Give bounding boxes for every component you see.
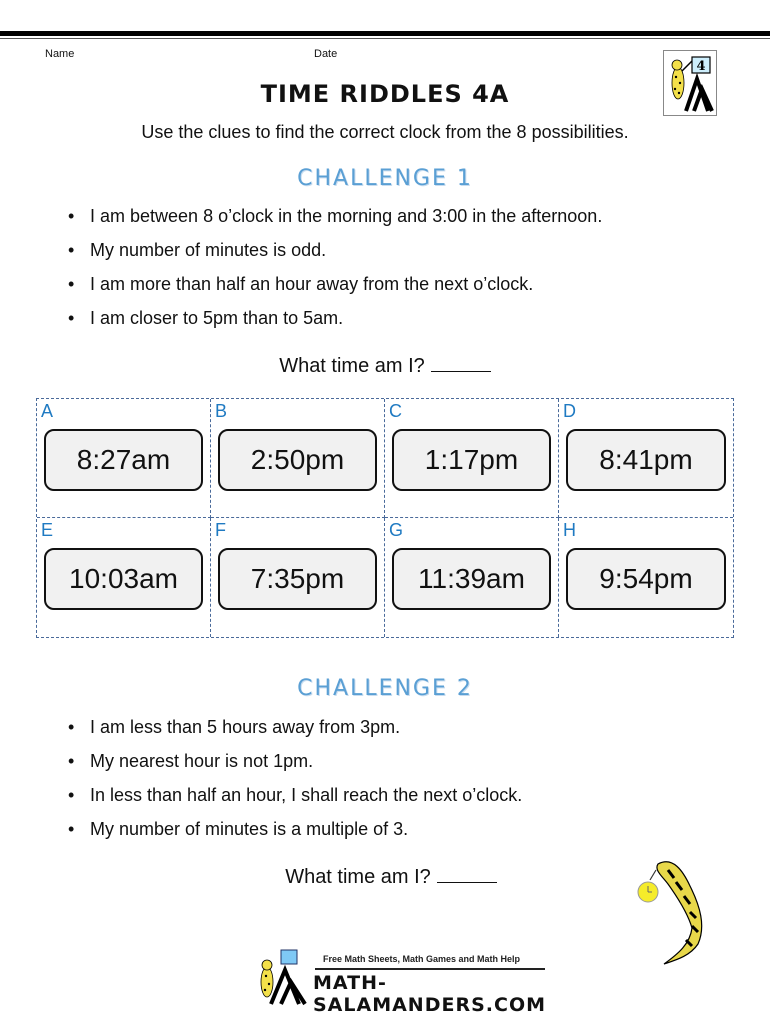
footer-brand	[255, 948, 546, 1016]
math-salamanders-logo-icon	[255, 948, 313, 1006]
name-label: Name	[45, 48, 75, 60]
challenge-1-question	[0, 353, 770, 378]
footer-tagline: Free Math Sheets, Math Games and Math Help	[323, 954, 521, 964]
clue-item: • My nearest hour is not 1pm.	[68, 749, 522, 783]
clock-options-grid	[36, 398, 734, 638]
option-letter: B	[215, 401, 228, 421]
challenge-1-heading: CHALLENGE 1	[297, 166, 473, 191]
header-rule-thin	[0, 38, 770, 39]
challenge-2-heading: CHALLENGE 2	[297, 676, 473, 701]
digital-clock: 9:54pm	[566, 548, 726, 610]
footer-divider	[315, 968, 545, 970]
clue-item: • I am closer to 5pm than to 5am.	[68, 306, 602, 340]
instructions: Use the clues to find the correct clock from the 8 possibilities.	[141, 122, 629, 142]
clock-option-e[interactable]	[37, 518, 211, 637]
clue-item: • I am between 8 o’clock in the morning and 3:00 in the afternoon.	[68, 204, 602, 238]
challenge-2-clues	[68, 715, 522, 851]
page-title: TIME RIDDLES 4A	[260, 80, 510, 108]
digital-clock: 2:50pm	[218, 429, 377, 491]
question-text: What time am I?	[279, 355, 425, 377]
answer-blank[interactable]	[431, 353, 491, 372]
question-text: What time am I?	[285, 866, 431, 888]
option-letter: D	[563, 401, 576, 421]
clue-item: • I am more than half an hour away from the next o’clock.	[68, 272, 602, 306]
option-letter: G	[389, 520, 404, 540]
clock-option-h[interactable]	[559, 518, 733, 637]
option-letter: A	[41, 401, 54, 421]
clock-option-d[interactable]	[559, 399, 733, 518]
challenge-1-clues	[68, 204, 602, 340]
option-letter: E	[41, 520, 54, 540]
option-letter: F	[215, 520, 226, 540]
digital-clock: 1:17pm	[392, 429, 551, 491]
digital-clock: 8:27am	[44, 429, 203, 491]
svg-text:4: 4	[696, 59, 706, 74]
digital-clock: 10:03am	[44, 548, 203, 610]
clue-item: • My number of minutes is a multiple of 3.	[68, 817, 522, 851]
salamander-icon	[628, 856, 718, 966]
option-letter: H	[563, 520, 576, 540]
clock-option-g[interactable]	[385, 518, 559, 637]
footer-site-name[interactable]: MATH-SALAMANDERS.COM	[313, 972, 546, 1016]
date-label: Date	[314, 48, 338, 60]
clock-option-c[interactable]	[385, 399, 559, 518]
salamander-clock-illustration	[628, 856, 718, 966]
option-letter: C	[389, 401, 402, 421]
header-rule-thick	[0, 31, 770, 36]
clock-option-f[interactable]	[211, 518, 385, 637]
clue-item: • I am less than 5 hours away from 3pm.	[68, 715, 522, 749]
answer-blank[interactable]	[437, 864, 497, 883]
clue-item: • My number of minutes is odd.	[68, 238, 602, 272]
clue-item: • In less than half an hour, I shall reach the next o’clock.	[68, 783, 522, 817]
digital-clock: 11:39am	[392, 548, 551, 610]
clock-option-b[interactable]	[211, 399, 385, 518]
digital-clock: 7:35pm	[218, 548, 377, 610]
digital-clock: 8:41pm	[566, 429, 726, 491]
clock-option-a[interactable]	[37, 399, 211, 518]
